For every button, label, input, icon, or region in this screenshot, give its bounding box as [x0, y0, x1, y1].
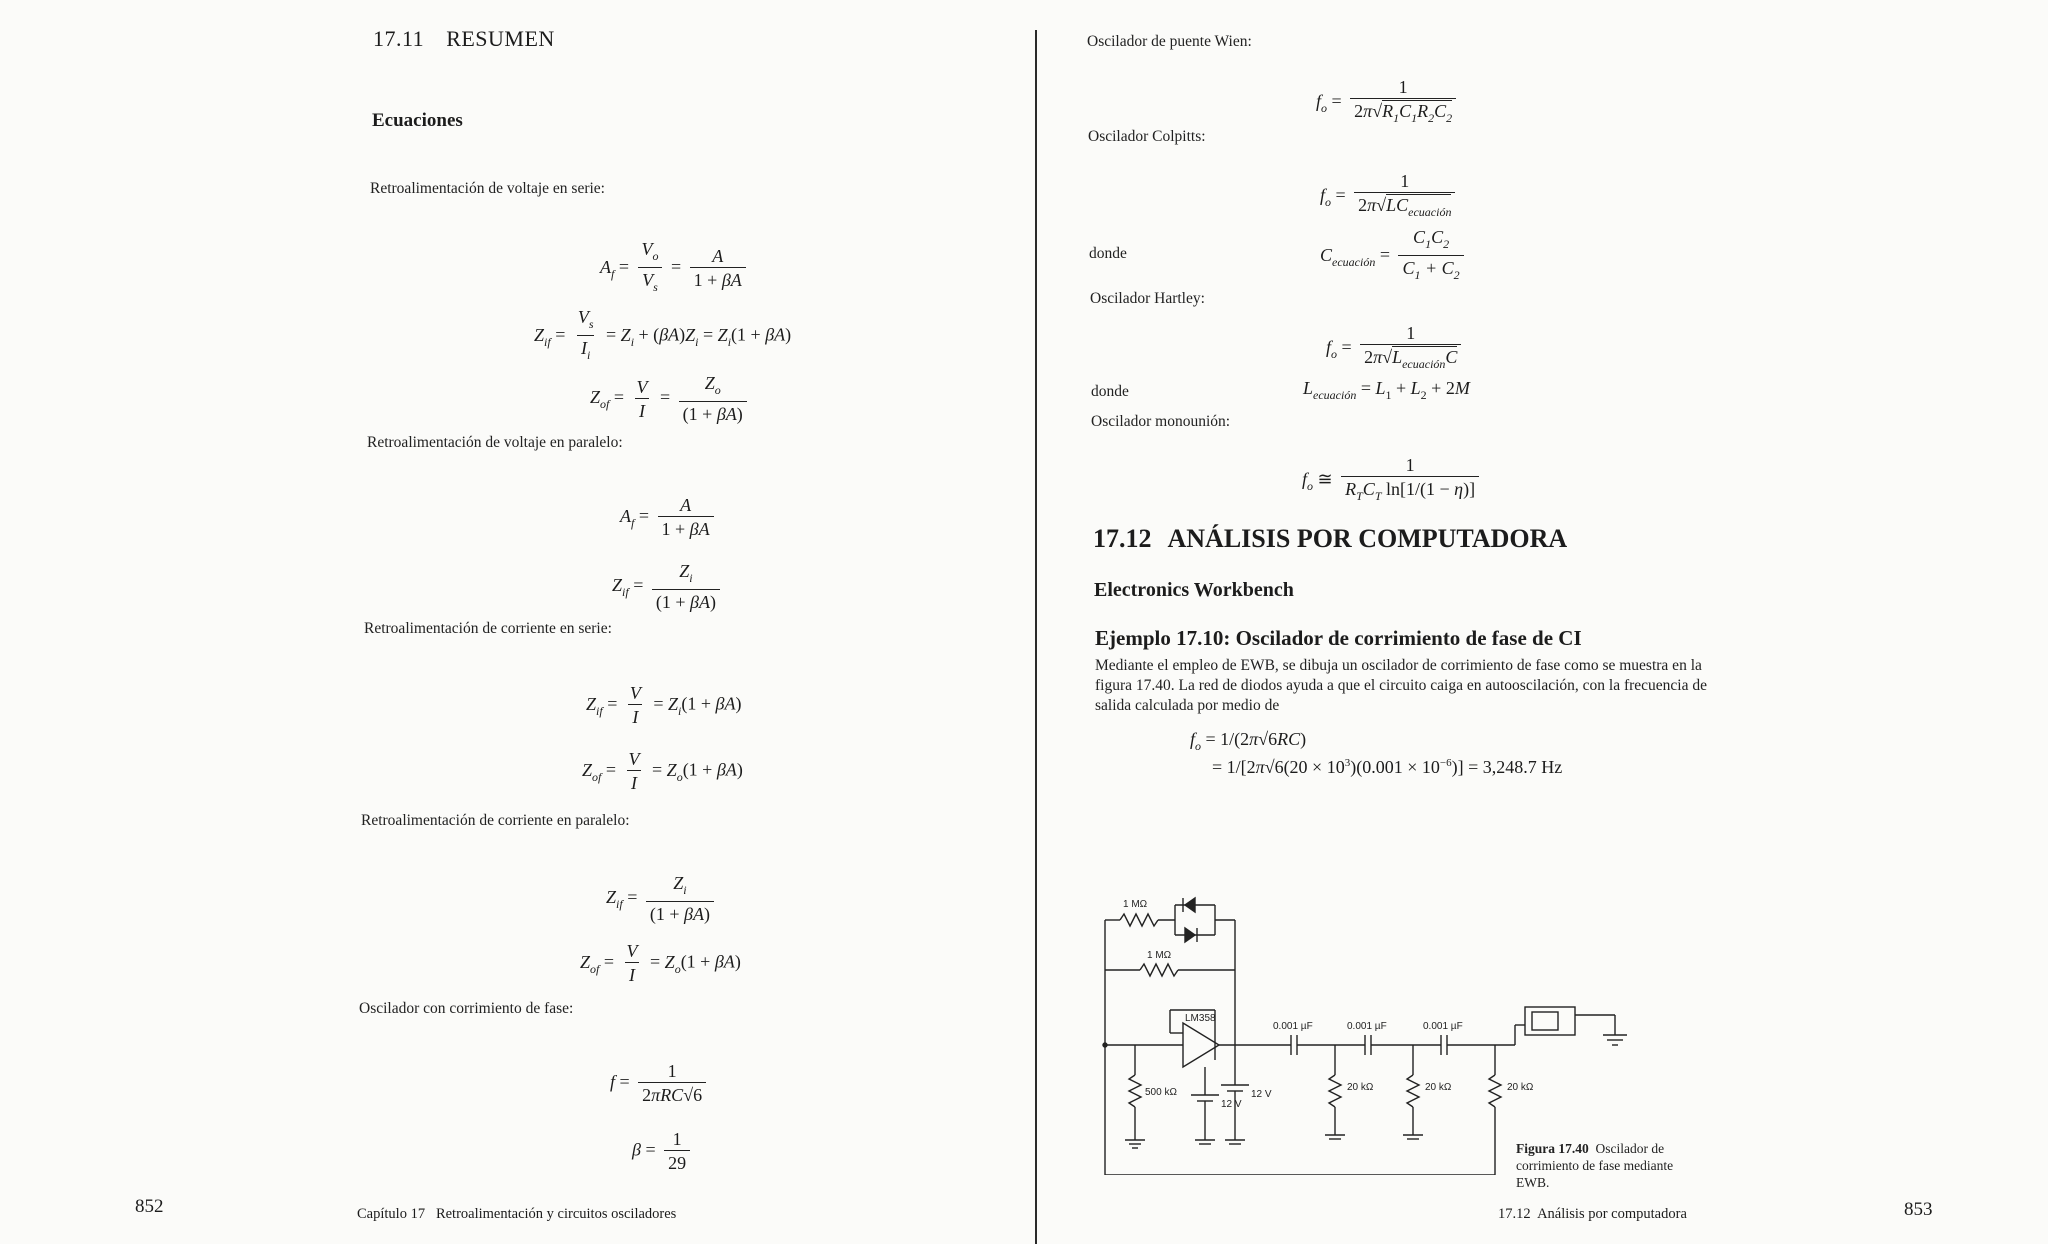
- label-shunt-current: Retroalimentación de corriente en paralelo:: [361, 812, 630, 829]
- eq-beta-phase-shift: β = $\frac{1}{29}$: [632, 1128, 694, 1175]
- section-number: 17.11: [373, 26, 425, 51]
- section-title: RESUMEN: [446, 26, 555, 51]
- label-r-fb: 1 MΩ: [1147, 950, 1172, 961]
- eq-zof-series-current: $Z_{of}$ = $\frac{V}{I}$ = $Z_o(1 + \beta A)$: [582, 749, 743, 793]
- label-series-current: Retroalimentación de corriente en serie:: [364, 620, 612, 637]
- label-series-voltage: Retroalimentación de voltaje en serie:: [370, 180, 605, 197]
- label-r-diode: 1 MΩ: [1123, 899, 1148, 910]
- label-c2: 0.001 µF: [1347, 1021, 1387, 1032]
- figure-label: Figura 17.40: [1516, 1141, 1589, 1156]
- opamp-symbol: [1103, 1010, 1263, 1067]
- label-wien: Oscilador de puente Wien:: [1087, 33, 1252, 50]
- label-r2: 20 kΩ: [1425, 1082, 1452, 1093]
- eq-fo-colpitts: $f_o$ = $\frac{1}{2\pi√LC_{ecuación}}$: [1320, 170, 1459, 224]
- book-spine: [1035, 30, 1037, 1244]
- feedback-resistor: [1105, 964, 1235, 976]
- label-hartley: Oscilador Hartley:: [1090, 290, 1205, 307]
- section-number-right: 17.12: [1093, 524, 1152, 553]
- footer-left: Capítulo 17 Retroalimentación y circuitos osciladores: [357, 1206, 677, 1222]
- figure-caption: [1516, 1140, 1706, 1191]
- section-heading-17-12: [1093, 524, 1567, 554]
- phase-shift-circuit-schematic: [1095, 885, 1635, 1175]
- label-r1: 20 kΩ: [1347, 1082, 1374, 1093]
- footer-right: 17.12 Análisis por computadora: [1498, 1206, 1687, 1222]
- page-number-right: 853: [1904, 1199, 1933, 1220]
- label-shunt-voltage: Retroalimentación de voltaje en paralelo:: [367, 434, 623, 451]
- example-title: Ejemplo 17.10: Oscilador de corrimiento de fase de CI: [1095, 626, 1582, 650]
- label-v2: 12 V: [1251, 1089, 1272, 1100]
- eq-af-series-voltage: $A_f$ = $\frac{V_o}{V_s}$ = $\frac{A}{1 + \beta A}$: [600, 238, 750, 299]
- eq-zof-shunt-current: $Z_{of}$ = $\frac{V}{I}$ = $Z_o(1 + \beta A)$: [580, 941, 741, 985]
- label-c1: 0.001 µF: [1273, 1021, 1313, 1032]
- eq-zif-series-voltage: $Z_{if}$ = $\frac{V_s}{I_i}$ = $Z_i + (\beta A)Z_i = Z_i(1 + \beta A)$: [534, 306, 791, 367]
- eq-fo-ewb-1: $f_o = 1/(2\pi√6RC)$: [1190, 729, 1307, 753]
- label-c3: 0.001 µF: [1423, 1021, 1463, 1032]
- example-paragraph: Mediante el empleo de EWB, se dibuja un oscilador de corrimiento de fase como se muestra en la figura 17.40. La red de diodos ayuda a que el circuito caiga en autooscilación, con la frecuencia de salida calculada por medio de: [1095, 657, 1707, 714]
- subheading-ecuaciones: Ecuaciones: [372, 110, 463, 131]
- eq-zif-shunt-current: $Z_{if}$ = $\frac{Z_i}{(1 + \beta A)}$: [606, 872, 718, 926]
- label-v1: 12 V: [1221, 1099, 1242, 1110]
- eq-fo-wien: $f_o$ = $\frac{1}{2\pi√R_1C_1R_2C_2}$: [1316, 76, 1460, 130]
- label-donde-1: donde: [1089, 245, 1127, 262]
- label-r-in: 500 kΩ: [1145, 1087, 1177, 1098]
- supply-batteries: [1191, 1045, 1249, 1144]
- label-colpitts: Oscilador Colpitts:: [1088, 128, 1206, 145]
- eq-f-phase-shift: f = $\frac{1}{\text{2πRC√6}}$: [610, 1060, 710, 1107]
- result-value: = 3,248.7 Hz: [1468, 757, 1563, 777]
- subheading-ewb: Electronics Workbench: [1094, 579, 1294, 601]
- eq-l-equivalent: $L_{ecuación} = L_1 + L_2 + 2M$: [1303, 378, 1470, 402]
- label-phase-shift: Oscilador con corrimiento de fase:: [359, 1000, 574, 1017]
- eq-fo-hartley: $f_o$ = $\frac{1}{2\pi√L_{ecuación}C}$: [1326, 322, 1465, 376]
- input-resistor-branch: [1125, 1045, 1145, 1148]
- eq-zof-series-voltage: $Z_{of}$ = $\frac{V}{I}$ = $\frac{Z_o}{(1 + \beta A)}$: [590, 372, 751, 426]
- eq-zif-series-current: $Z_{if}$ = $\frac{V}{I}$ = $Z_i(1 + \beta A)$: [586, 683, 742, 727]
- eq-zif-shunt-voltage: $Z_{if}$ = $\frac{Z_i}{(1 + \beta A)}$: [612, 560, 724, 614]
- eq-fo-ujt: $f_o$ ≅ $\frac{1}{R_TC_T \ln[1/(1 - \eta)]}$: [1302, 454, 1483, 508]
- label-opamp: LM358: [1185, 1013, 1216, 1024]
- figure-caption-text: Oscilador de corrimiento de fase mediante EWB.: [1516, 1141, 1674, 1190]
- section-heading-17-11: [373, 26, 555, 52]
- eq-c-equivalent: $C_{ecuación}$ = $\frac{C_1C_2}{C_1 + C_2}$: [1320, 226, 1468, 287]
- page-number-left: 852: [135, 1196, 164, 1217]
- rc-ladder: [1105, 1035, 1501, 1175]
- label-r3: 20 kΩ: [1507, 1082, 1534, 1093]
- eq-fo-ewb-2: = $1/[2\pi√6(20 \times 10^3)(0.001 \times 10^{-6})] = 3,248.7$ Hz: [1212, 757, 1563, 777]
- label-ujt: Oscilador monounión:: [1091, 413, 1231, 430]
- oscilloscope-symbol: [1495, 1007, 1627, 1045]
- section-title-right: ANÁLISIS POR COMPUTADORA: [1167, 524, 1568, 553]
- label-donde-2: donde: [1091, 383, 1129, 400]
- eq-af-shunt-voltage: $A_f$ = $\frac{A}{1 + \beta A}$: [620, 494, 718, 541]
